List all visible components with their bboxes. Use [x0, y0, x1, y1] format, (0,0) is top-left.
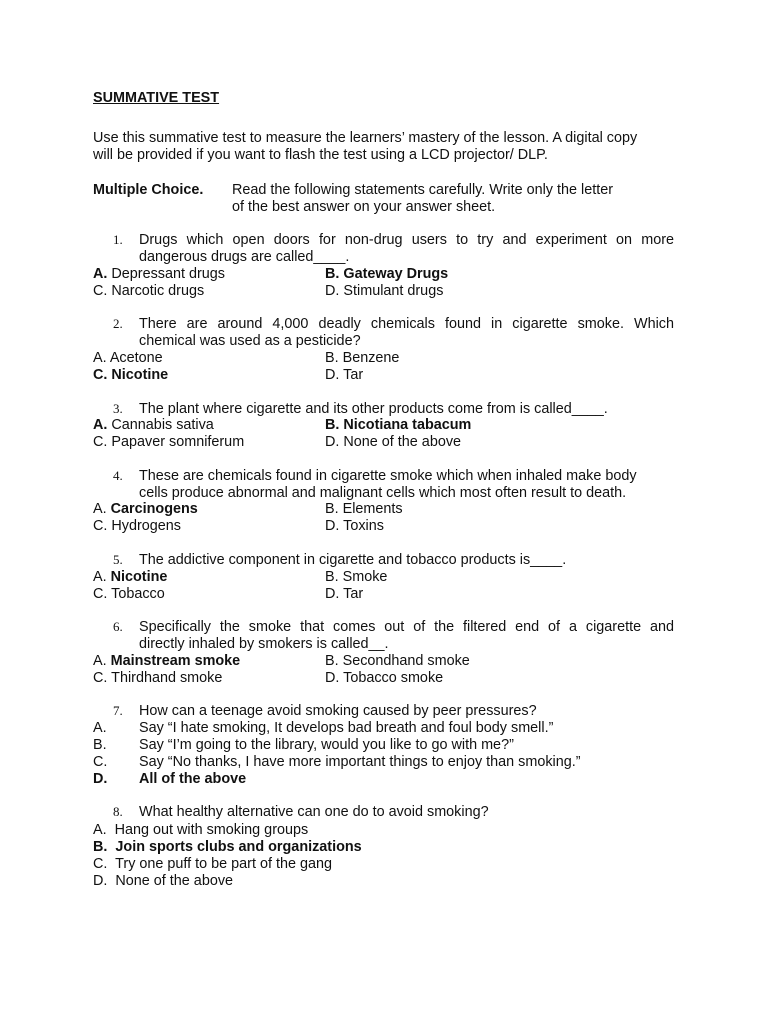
option-d [325, 367, 363, 384]
option-text: Tar [343, 367, 364, 383]
intro-line: Use this summative test to measure the learners’ mastery of the lesson. A digital copy [93, 130, 638, 146]
option-text: Tobacco [111, 586, 165, 602]
option-letter: B. [325, 569, 339, 585]
question-number: 3. [113, 401, 123, 416]
question-stem [139, 619, 674, 653]
question-number: 2. [113, 316, 123, 331]
question-stem [139, 703, 674, 720]
option-text: Hang out with smoking groups [114, 822, 309, 838]
option-text: Elements [342, 501, 403, 517]
stem-line: The plant where cigarette and its other products come from is called____. [139, 401, 608, 417]
option-d [325, 670, 443, 687]
question-stem [139, 316, 674, 350]
option-letter: A. [93, 501, 107, 517]
stem-line: chemical was used as a pesticide? [139, 332, 361, 349]
stem-line: cells produce abnormal and malignant cells which most often result to death. [139, 484, 627, 501]
intro-line: will be provided if you want to flash the test using a LCD projector/ DLP. [93, 146, 548, 163]
question-number: 5. [113, 552, 123, 567]
option-text: Carcinogens [110, 501, 198, 517]
option-b [93, 839, 362, 856]
option-d [325, 434, 461, 451]
option-b [325, 350, 399, 367]
option-text: Secondhand smoke [342, 653, 470, 669]
option-letter: B. [325, 417, 340, 433]
option-c [93, 586, 165, 603]
instructions-label: Multiple Choice. [93, 182, 204, 198]
option-text: Nicotine [111, 367, 169, 383]
option-text: Gateway Drugs [343, 266, 449, 282]
option-d [93, 771, 246, 788]
stem-line: Drugs which open doors for non-drug users to try and experiment on more [139, 232, 674, 248]
option-text: Say “I hate smoking, It develops bad breath and foul body smell.” [139, 720, 554, 736]
instructions-line: Read the following statements carefully. Write only the letter [232, 182, 613, 198]
question-stem [139, 804, 674, 821]
stem-line: There are around 4,000 deadly chemicals found in cigarette smoke. Which [139, 316, 674, 332]
option-a [93, 501, 198, 518]
option-letter: A. [93, 417, 108, 433]
stem-line: How can a teenage avoid smoking caused by peer pressures? [139, 703, 537, 719]
option-letter: B. [93, 839, 108, 855]
option-letter: C. [93, 434, 108, 450]
option-a [93, 569, 167, 586]
question-stem [139, 468, 674, 502]
option-letter: B. [325, 266, 340, 282]
option-a [93, 266, 225, 283]
stem-line: The addictive component in cigarette and tobacco products is____. [139, 552, 567, 568]
option-letter: D. [93, 873, 108, 889]
option-a [93, 417, 214, 434]
option-c [93, 856, 332, 873]
stem-line: dangerous drugs are called____. [139, 248, 350, 265]
option-letter: D. [325, 518, 340, 534]
option-c [93, 367, 168, 384]
option-letter: D. [325, 283, 340, 299]
option-b [93, 737, 514, 754]
option-text: Tar [343, 586, 364, 602]
stem-line: Specifically the smoke that comes out of the filtered end of a cigarette and [139, 619, 674, 635]
option-text: Stimulant drugs [343, 283, 444, 299]
option-letter: C. [93, 586, 108, 602]
option-text: Benzene [342, 350, 400, 366]
option-letter: C. [93, 754, 108, 770]
option-d [325, 283, 443, 300]
option-letter: D. [325, 586, 340, 602]
option-letter: B. [325, 501, 339, 517]
option-text: Smoke [342, 569, 388, 585]
option-a [93, 822, 308, 839]
option-text: Papaver somniferum [111, 434, 245, 450]
option-text: Try one puff to be part of the gang [115, 856, 332, 872]
option-a [93, 350, 163, 367]
stem-line: What healthy alternative can one do to avoid smoking? [139, 804, 489, 820]
option-text: Acetone [109, 350, 163, 366]
option-text: Nicotiana tabacum [343, 417, 472, 433]
option-text: Say “No thanks, I have more important things to enjoy than smoking.” [139, 754, 581, 770]
page-title: SUMMATIVE TEST [93, 90, 220, 106]
option-c [93, 670, 222, 687]
option-text: None of the above [115, 873, 234, 889]
option-letter: B. [325, 350, 339, 366]
stem-line: These are chemicals found in cigarette smoke which when inhaled make body [139, 468, 637, 484]
option-letter: B. [325, 653, 339, 669]
option-letter: C. [93, 283, 108, 299]
option-text: Hydrogens [111, 518, 181, 534]
option-a [93, 653, 240, 670]
option-b [325, 569, 387, 586]
option-text: Cannabis sativa [111, 417, 214, 433]
option-letter: A. [93, 720, 107, 736]
option-c [93, 518, 181, 535]
option-letter: C. [93, 856, 108, 872]
option-d [325, 586, 363, 603]
option-text: Nicotine [110, 569, 168, 585]
option-letter: A. [93, 266, 108, 282]
option-b [325, 266, 448, 283]
option-letter: C. [93, 367, 108, 383]
option-c [93, 283, 204, 300]
option-c [93, 434, 244, 451]
intro-paragraph [93, 130, 703, 164]
question-stem [139, 552, 674, 569]
instructions-line: of the best answer on your answer sheet. [232, 198, 496, 215]
option-d [325, 518, 384, 535]
option-text: Mainstream smoke [110, 653, 241, 669]
option-letter: C. [93, 518, 108, 534]
option-letter: D. [325, 670, 340, 686]
option-text: Tobacco smoke [343, 670, 444, 686]
question-number: 8. [113, 804, 123, 819]
option-b [325, 501, 403, 518]
option-text: Say “I’m going to the library, would you like to go with me?” [139, 737, 514, 753]
option-b [325, 653, 470, 670]
question-number: 7. [113, 703, 123, 718]
option-d [93, 873, 233, 890]
instructions-text [232, 182, 692, 216]
option-text: Narcotic drugs [111, 283, 205, 299]
option-letter: D. [93, 771, 108, 787]
option-b [325, 417, 471, 434]
question-number: 6. [113, 619, 123, 634]
option-letter: D. [325, 367, 340, 383]
option-text: Thirdhand smoke [111, 670, 223, 686]
option-text: Depressant drugs [111, 266, 225, 282]
option-text: Toxins [343, 518, 384, 534]
option-letter: C. [93, 670, 108, 686]
option-letter: A. [93, 653, 107, 669]
option-letter: B. [93, 737, 107, 753]
option-letter: A. [93, 822, 107, 838]
option-text: All of the above [139, 771, 247, 787]
option-text: Join sports clubs and organizations [115, 839, 362, 855]
question-number: 4. [113, 468, 123, 483]
option-letter: A. [93, 569, 107, 585]
option-letter: A. [93, 350, 107, 366]
option-letter: D. [325, 434, 340, 450]
question-number: 1. [113, 232, 123, 247]
option-text: None of the above [343, 434, 462, 450]
option-c [93, 754, 581, 771]
option-a [93, 720, 553, 737]
stem-line: directly inhaled by smokers is called__. [139, 635, 389, 652]
question-stem [139, 401, 674, 418]
question-stem [139, 232, 674, 266]
